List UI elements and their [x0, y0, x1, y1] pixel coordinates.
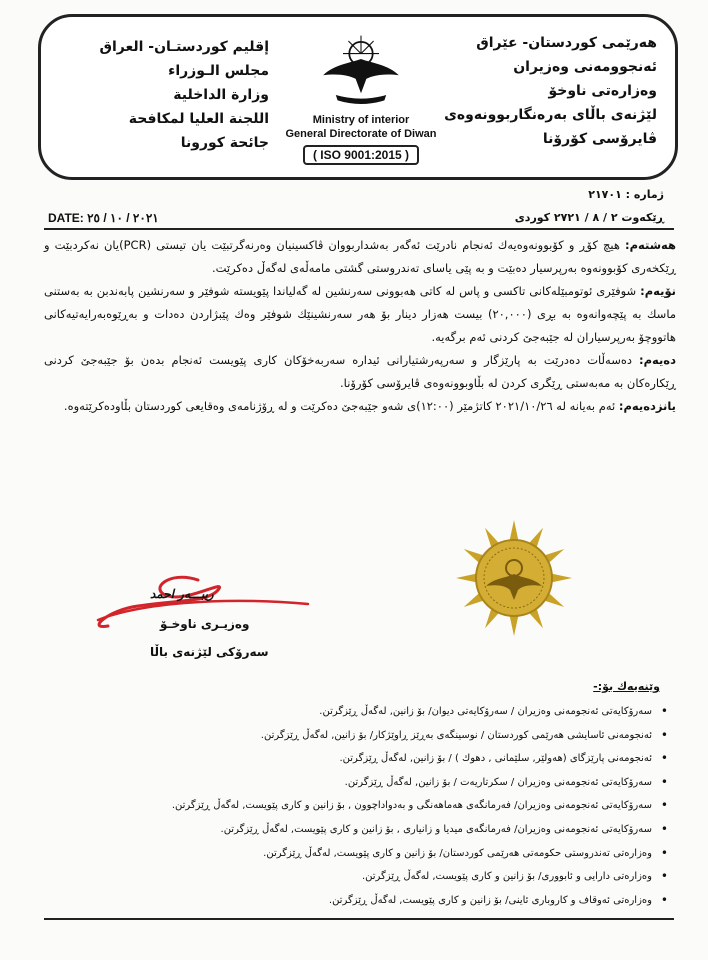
paragraph-label: هەشتەم:: [625, 238, 676, 252]
letterhead: [38, 14, 678, 180]
signatory-role: سەرۆکی لێژنەی باڵا: [150, 645, 269, 659]
letterhead-arabic-line: مجلس الـوزراء: [168, 63, 269, 79]
handwritten-signature: [78, 560, 338, 710]
directorate-name-en: General Directorate of Diwan: [285, 128, 437, 140]
letterhead-arabic-line: وزارة الداخلية: [173, 87, 269, 103]
list-item: • وەزارەتی تەندروستی حکومەتی هەرێمی کوردستان/ بۆ زانین و کاری پێویست, لەگەڵ ڕێزگرتن.: [32, 842, 652, 866]
paragraph-text: ئەم بەیانە لە ٢٠٢١/١٠/٢٦ کاتژمێر (١٢:٠٠)ی شەو جێبەجێ دەکرێت و لە ڕۆژنامەی وەقایعی کوردستان بڵاودەکرێتەوە.: [63, 399, 619, 413]
reference-date-kurdish: ڕێکەوت ٢ / ٨ / ٢٧٢١ کوردی: [514, 211, 664, 224]
list-item: • سەرۆکایەتی ئەنجومەنی وەزیران/ فەرمانگەی میدیا و زانیاری , بۆ زانین و کاری پێویست, لەگەڵ ڕێزگرتن.: [32, 818, 652, 842]
letterhead-arabic: [69, 35, 269, 155]
letterhead-kurdish-line: ئەنجوومەنی وەزیران: [513, 59, 657, 75]
letterhead-kurdish-line: ڤایرۆسی کۆرۆنا: [542, 131, 657, 147]
footer-divider: [44, 918, 674, 920]
list-item: • سەرۆکایەتی ئەنجومەنی وەزیران / سەرۆکایەتی دیوان/ بۆ زانین, لەگەڵ ڕێزگرتن.: [32, 700, 652, 724]
list-item: • ئەنجومەنی پارێزگای (هەولێر, سلێمانی , دهوك ) / بۆ زانین, لەگەڵ ڕێزگرتن.: [32, 747, 652, 771]
iso-badge: ( ISO 9001:2015 ): [303, 145, 419, 165]
letterhead-arabic-line: جائحة كورونا: [180, 135, 269, 151]
paragraph-label: دەیەم:: [638, 353, 676, 367]
paragraph-text: هیچ کۆڕ و کۆبوونەوەیەك ئەنجام نادرێت ئەگەر بەشداربووان ڤاکسینیان وەرنەگرتبێت یان تیستی (PCR)یان نەکردبێت و ڕێکخەری کۆبوونەوە بەرپرسیار دەبێت و بە پێی یاسای تەندروستی گشتی مامەڵەی لەگەڵ دەکرێت.: [44, 238, 676, 275]
paragraph-ninth: [44, 280, 676, 349]
signatory-title: وەزیـری ناوخـۆ: [160, 617, 250, 631]
paragraph-label: یانزدەیەم:: [618, 399, 676, 413]
paragraph-label: نۆیەم:: [640, 284, 676, 298]
signatory-name: ریبـــەر احمد: [150, 587, 214, 601]
document-body: [44, 234, 676, 418]
cc-heading: وێنەیەك بۆ:-: [593, 680, 660, 693]
official-seal-icon: [454, 518, 574, 638]
document-date: DATE: ٢٠٢١ / ١٠ / ٢٥: [48, 211, 159, 225]
letterhead-arabic-line: اللجنة العليا لمكافحة: [128, 111, 269, 127]
list-item: • ئەنجومەنی ئاسایشی هەرێمی کوردستان / نوسینگەی بەڕێز ڕاوێژکار/ بۆ زانین, لەگەڵ ڕێزگرتن.: [32, 724, 652, 748]
list-item: • وەزارەتی ئەوقاف و کاروباری ئاینی/ بۆ زانین و کاری پێویست, لەگەڵ ڕێزگرتن.: [32, 889, 652, 913]
list-item: • سەرۆکایەتی ئەنجومەنی وەزیران / سکرتاریەت / بۆ زانین, لەگەڵ ڕێزگرتن.: [32, 771, 652, 795]
paragraph-eleventh: [44, 395, 676, 418]
paragraph-text: دەسەڵات دەدرێت بە پارێزگار و سەرپەرشتیارانی ئیدارە سەربەخۆکان کاری پێویست ئەنجام بدەن بۆ جێبەجێ کردنی ڕێکارەکان بە مەبەستی ڕێگری کردن لە بڵاوبوونەوەی ڤایرۆسی کۆرۆنا.: [44, 353, 676, 390]
list-item: • وەزارەتی دارایی و ئابووری/ بۆ زانین و کاری پێویست, لەگەڵ ڕێزگرتن.: [32, 865, 652, 889]
paragraph-eighth: [44, 234, 676, 280]
paragraph-text: شوفێری ئوتومبێلەکانی تاکسی و پاس لە کاتی هەبوونی سەرنشین لە گەلیاندا پێویستە شوفێر و سەرنشین پابەندبن بە بەستنی ماسك بە پێچەوانەوە بە بڕی (٢٠,٠٠٠) بیست هەزار دینار بۆ هەر سەرنشینێك شوفێر وەك پێبژاردن دەدات و بەڕێوەبەرایەتیەکانی هاتووچۆ بەرپرسیاران لە جێبەجێ کردنی ئەم برگەیە.: [44, 284, 676, 344]
document-number: ژمارە : ٢١٧٠١: [588, 188, 664, 201]
letterhead-kurdish-line: هەرێمی کوردستان- عێراق: [476, 35, 657, 51]
letterhead-arabic-line: إقليم كوردستـان- العراق: [99, 39, 269, 55]
list-item: • سەرۆکایەتی ئەنجومەنی وەزیران/ فەرمانگەی هەماهەنگی و بەدواداچوون , بۆ زانین و کاری پێویست, لەگەڵ ڕێزگرتن.: [32, 794, 652, 818]
ministry-name-en: Ministry of interior: [312, 114, 410, 126]
letterhead-kurdish-line: لێژنەی باڵای بەرەنگاربوونەوەی: [444, 107, 657, 123]
letterhead-kurdish-line: وەزارەتی ناوخۆ: [548, 83, 657, 99]
cc-list: [32, 700, 670, 912]
paragraph-tenth: [44, 349, 676, 395]
header-divider: [44, 228, 674, 230]
letterhead-kurdish: [437, 31, 657, 151]
kurdistan-emblem-icon: [316, 23, 406, 113]
letterhead-center: [271, 23, 451, 165]
